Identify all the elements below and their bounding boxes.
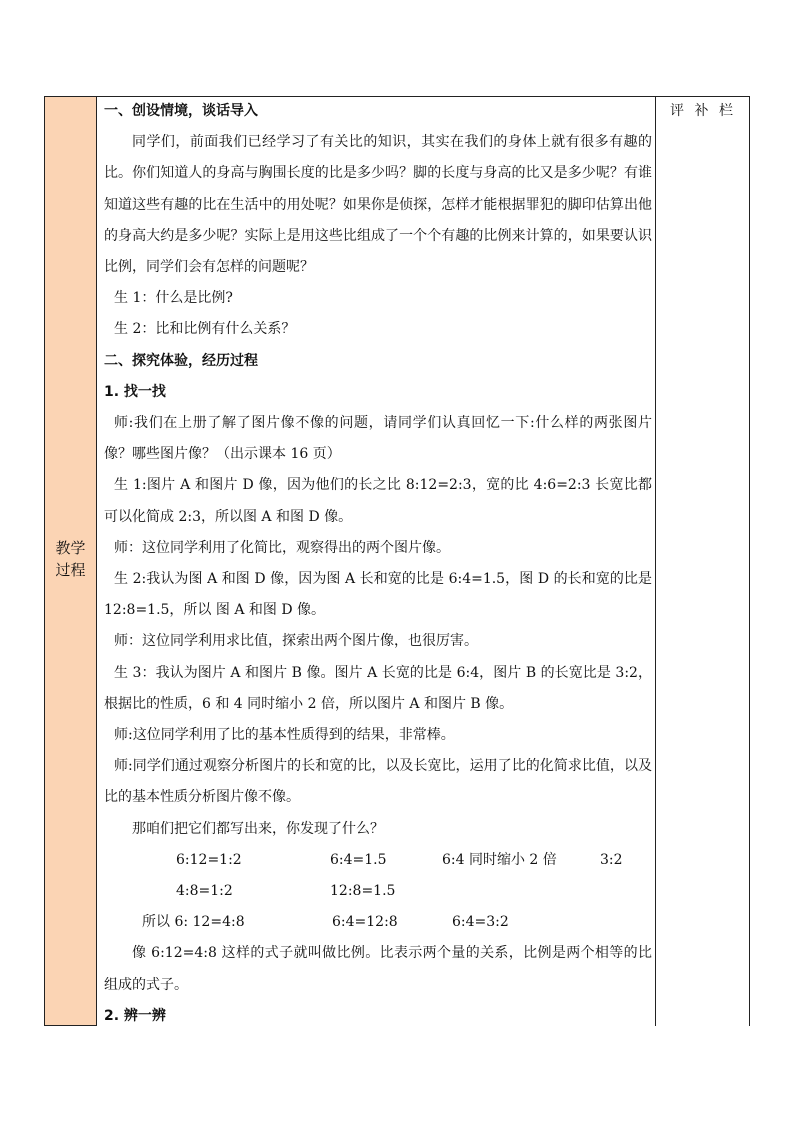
column-divider-left (96, 96, 97, 1026)
equation: 6:4=12:8 (332, 914, 398, 931)
student-answer-2: 生 2:我认为图 A 和图 D 像，因为图 A 长和宽的比是 6:4=1.5，图 D 的长和宽的比是 12:8=1.5，所以 图 A 和图 D 像。 (104, 571, 652, 619)
student-question-1: 生 1：什么是比例? (114, 290, 233, 307)
teacher-remark-1: 师:我们在上册了解了图片像不像的问题，请同学们认真回忆一下:什么样的两张图片像？哪些图片像？（出示课本 16 页） (104, 415, 652, 463)
student-question-2: 生 2：比和比例有什么关系？ (114, 321, 296, 338)
equation: 6:12=1:2 (176, 851, 242, 868)
equation-row-1 (104, 845, 652, 876)
teacher-remark-4: 师:这位同学利用了比的基本性质得到的结果，非常棒。 (114, 727, 455, 744)
equation-row-2 (104, 876, 652, 907)
column-divider-right (655, 96, 656, 1026)
table-left-border (44, 96, 45, 1026)
equation: 6:4=3:2 (452, 914, 509, 931)
equation: 12:8=1.5 (330, 883, 396, 900)
equation: 所以 6: 12=4:8 (142, 914, 245, 931)
equation: 6:4 同时缩小 2 倍 (442, 851, 557, 868)
equation-row-3 (104, 907, 652, 938)
teacher-remark-6: 那咱们把它们都写出来，你发现了什么？ (132, 820, 384, 837)
section2-heading: 二、探究体验，经历过程 (104, 352, 258, 369)
side-bottom-border (44, 1025, 97, 1026)
student-answer-1: 生 1:图片 A 和图片 D 像，因为他们的长之比 8:12=2:3，宽的比 4:6=2:3 长宽比都可以化简成 2:3，所以图 A 和图 D 像。 (104, 477, 652, 525)
lesson-table (44, 96, 750, 1026)
subsection-distinguish: 2. 辨一辨 (104, 1007, 166, 1024)
review-column-header: 评 补 栏 (670, 103, 736, 119)
teacher-remark-3: 师：这位同学利用求比值，探索出两个图片像，也很厉害。 (114, 633, 478, 650)
side-label-line1: 教学 (55, 539, 86, 557)
side-label (45, 537, 96, 581)
equation: 4:8=1:2 (176, 883, 233, 900)
subsection-find: 1. 找一找 (104, 383, 166, 400)
section1-heading: 一、创设情境，谈话导入 (104, 103, 258, 119)
side-header-cell (45, 97, 96, 1026)
proportion-definition: 像 6:12=4:8 这样的式子就叫做比例。比表示两个量的关系，比例是两个相等的比组成的式子。 (104, 945, 652, 993)
lesson-content (104, 96, 652, 1032)
equation: 6:4=1.5 (330, 851, 387, 868)
teacher-remark-2: 师：这位同学利用了化简比，观察得出的两个图片像。 (114, 539, 450, 556)
side-label-line2: 过程 (55, 561, 86, 579)
intro-paragraph: 同学们，前面我们已经学习了有关比的知识，其实在我们的身体上就有很多有趣的比。你们知道人的身高与胸围长度的比是多少吗？脚的长度与身高的比又是多少呢？有谁知道这些有趣的比在生活中的用处呢？如果你是侦探，怎样才能根据罪犯的脚印估算出他的身高大约是多少呢？实际上是用这些比组成了一个个有趣的比例来计算的，如果要认识比例，同学们会有怎样的问题呢？ (104, 134, 652, 276)
table-right-border (749, 96, 750, 1026)
student-answer-3: 生 3：我认为图片 A 和图片 B 像。图片 A 长宽的比是 6:4，图片 B 的长宽比是 3:2，根据比的性质，6 和 4 同时缩小 2 倍，所以图片 A 和图片 B 像。 (104, 664, 652, 712)
teacher-remark-5: 师:同学们通过观察分析图片的长和宽的比，以及长宽比，运用了比的化简求比值，以及比的基本性质分析图片像不像。 (104, 758, 652, 806)
equation: 3:2 (600, 851, 623, 868)
